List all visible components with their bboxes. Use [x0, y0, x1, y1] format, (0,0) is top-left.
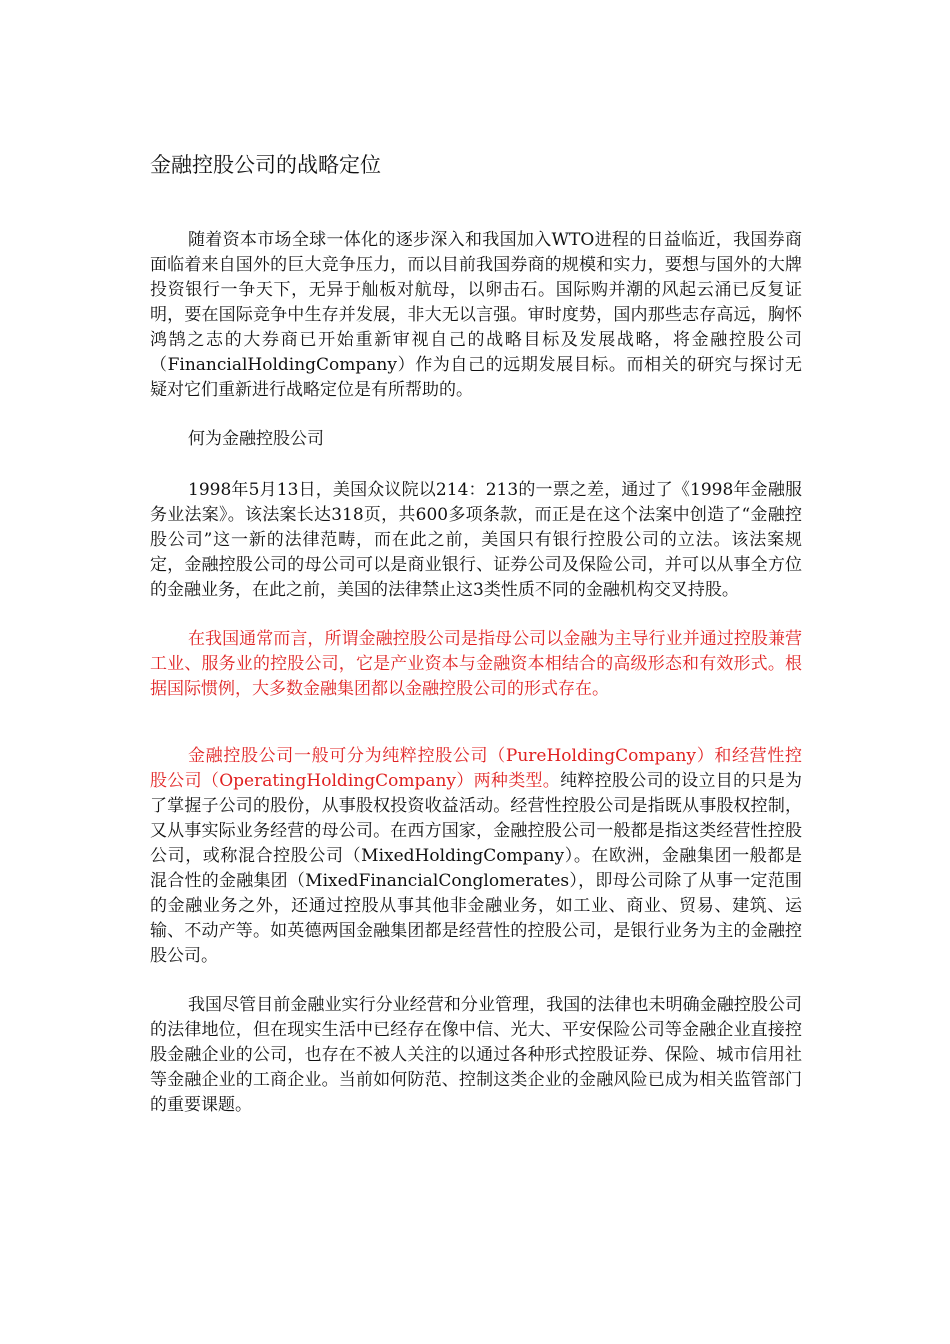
paragraph-intro: 随着资本市场全球一体化的逐步深入和我国加入WTO进程的日益临近，我国券商面临着来自国外的巨大竞争压力，而以目前我国券商的规模和实力，要想与国外的大牌投资银行一争天下，无异于舢板对航母，以卵击石。国际购并潮的风起云涌已反复证明，要在国际竞争中生存并发展，非大无以言强。审时度势，国内那些志存高远，胸怀鸿鹄之志的大券商已开始重新审视自己的战略目标及发展战略，将金融控股公司（FinancialHoldingCompany）作为自己的远期发展目标。而相关的研究与探讨无疑对它们重新进行战略定位是有所帮助的。 — [150, 230, 802, 400]
section-heading: 何为金融控股公司 — [188, 429, 324, 449]
document-page — [150, 150, 802, 1142]
paragraph-types — [150, 744, 802, 969]
document-title: 金融控股公司的战略定位 — [150, 153, 381, 177]
paragraph-history: 1998年5月13日，美国众议院以214：213的一票之差，通过了《1998年金融服务业法案》。该法案长达318页，共600多项条款，而正是在这个法案中创造了“金融控股公司”这一新的法律范畴，而在此之前，美国只有银行控股公司的立法。该法案规定，金融控股公司的母公司可以是商业银行、证券公司及保险公司，并可以从事全方位的金融业务，在此之前，美国的法律禁止这3类性质不同的金融机构交叉持股。 — [150, 480, 802, 600]
types-body-text: 纯粹控股公司的设立目的只是为了掌握子公司的股份，从事股权投资收益活动。经营性控股公司是指既从事股权控制，又从事实际业务经营的母公司。在西方国家，金融控股公司一般都是指这类经营性控股公司，或称混合控股公司（MixedHoldingCompany）。在欧洲，金融集团一般都是混合性的金融集团（MixedFinancialConglomerates），即母公司除了从事一定范围的金融业务之外，还通过控股从事其他非金融业务，如工业、商业、贸易、建筑、运输、不动产等。如英德两国金融集团都是经营性的控股公司，是银行业务为主的金融控股公司。 — [150, 771, 802, 966]
paragraph-definition-highlight: 在我国通常而言，所谓金融控股公司是指母公司以金融为主导行业并通过控股兼营工业、服务业的控股公司，它是产业资本与金融资本相结合的高级形态和有效形式。根据国际惯例，大多数金融集团都以金融控股公司的形式存在。 — [150, 629, 802, 699]
types-highlight-text: 金融控股公司一般可分为纯粹控股公司（PureHoldingCompany）和经营性控股公司（OperatingHoldingCompany）两种类型。 — [150, 746, 802, 791]
paragraph-china-status: 我国尽管目前金融业实行分业经营和分业管理，我国的法律也未明确金融控股公司的法律地位，但在现实生活中已经存在像中信、光大、平安保险公司等金融企业直接控股金融企业的公司，也存在不被人关注的以通过各种形式控股证券、保险、城市信用社等金融企业的工商企业。当前如何防范、控制这类企业的金融风险已成为相关监管部门的重要课题。 — [150, 995, 802, 1115]
